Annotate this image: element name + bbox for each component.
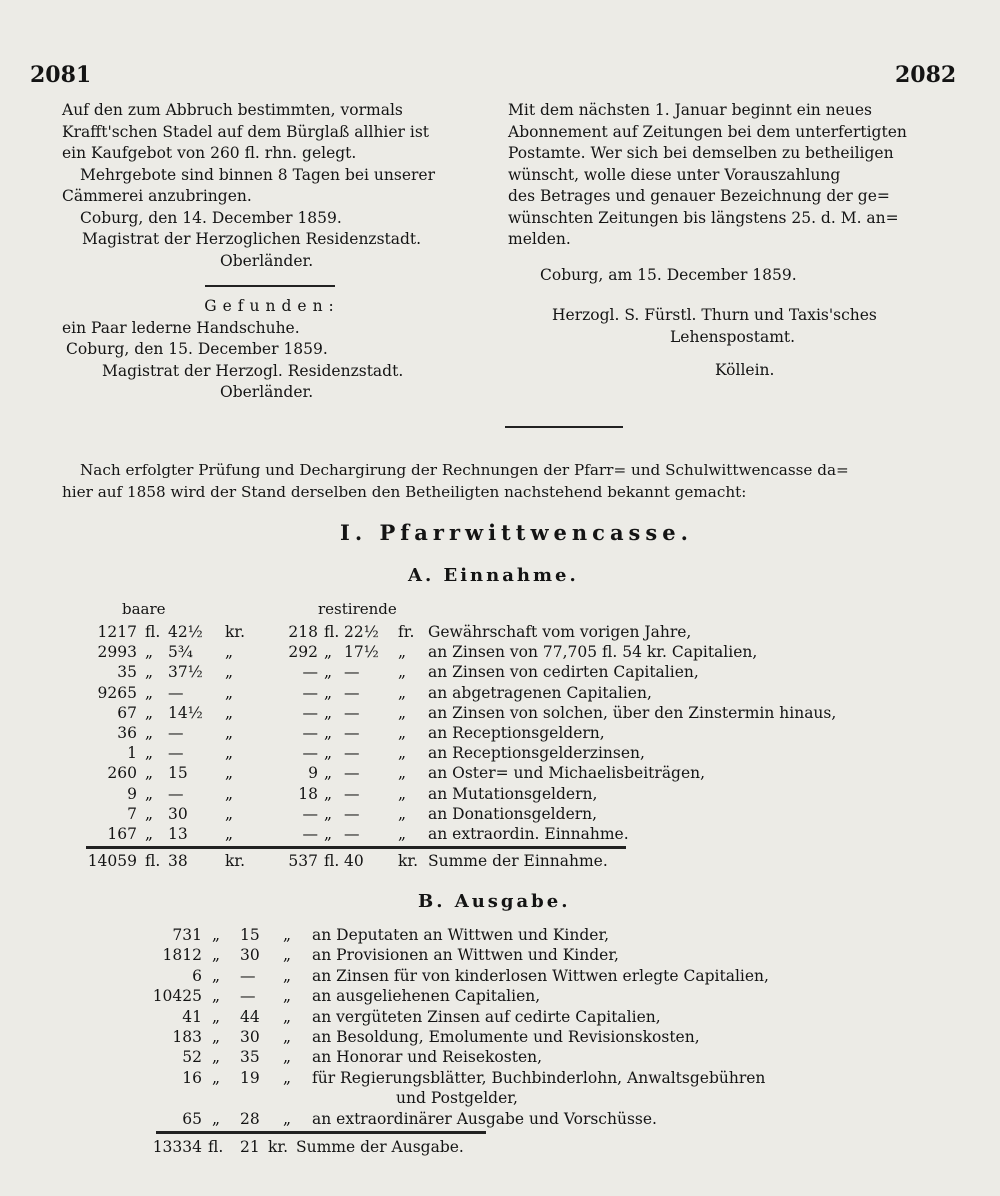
restirende-kreuzer: — [344, 703, 360, 722]
unit: „ [324, 643, 333, 662]
unit: „ [225, 683, 234, 702]
unit: fl. [145, 623, 161, 641]
unit: „ [225, 703, 234, 722]
entry-description: an Provisionen an Wittwen und Kinder, [312, 946, 619, 965]
unit: „ [398, 724, 407, 742]
einnahme-sum-rule [86, 846, 626, 849]
unit: „ [283, 1109, 292, 1128]
notice-authority: Magistrat der Herzoglichen Residenzstadt. [82, 230, 422, 248]
postoffice-signature: Köllein. [715, 361, 775, 379]
unit: „ [283, 926, 292, 944]
unit: „ [145, 804, 154, 823]
section-title: I. Pfarrwittwencasse. [340, 520, 693, 545]
entry-description: an vergüteten Zinsen auf cedirte Capitalien, [312, 1007, 661, 1026]
gulden: 1812 [162, 946, 202, 965]
entry-description: an Besoldung, Emolumente und Revisionskosten, [312, 1028, 700, 1046]
entry-description: an Zinsen für von kinderlosen Wittwen erlegte Capitalien, [312, 966, 769, 985]
entry-description: Gewährschaft vom vorigen Jahre, [428, 623, 692, 641]
unit: „ [212, 1068, 221, 1087]
notice-line: melden. [508, 230, 571, 248]
unit: „ [212, 1048, 221, 1067]
kreuzer: 15 [240, 926, 260, 944]
baare-gulden: 1 [127, 744, 137, 763]
unit: „ [324, 825, 333, 843]
entry-description: an Deputaten an Wittwen und Kinder, [312, 926, 610, 944]
unit: „ [225, 784, 234, 803]
baare-gulden: 35 [117, 663, 137, 682]
baare-kreuzer: 14½ [168, 703, 203, 722]
unit: „ [398, 764, 407, 783]
unit: „ [324, 663, 333, 682]
unit: „ [283, 946, 292, 965]
entry-description: an abgetragenen Capitalien, [428, 683, 652, 702]
unit: „ [398, 825, 407, 843]
unit: „ [283, 1007, 292, 1026]
unit: „ [212, 966, 221, 985]
entry-description: an Receptionsgelderzinsen, [428, 744, 645, 763]
unit: „ [145, 683, 154, 702]
kreuzer: 44 [240, 1007, 260, 1026]
unit: „ [212, 1007, 221, 1026]
unit: „ [225, 825, 234, 843]
gulden: 16 [182, 1068, 202, 1087]
intro-paragraph [62, 460, 962, 503]
baare-kreuzer: — [168, 784, 184, 803]
einnahme-title: A. Einnahme. [408, 565, 579, 586]
unit: „ [398, 744, 407, 763]
unit: „ [283, 1048, 292, 1067]
unit: fl. [145, 852, 161, 870]
unit: „ [324, 703, 333, 722]
unit: kr. [225, 852, 246, 870]
unit: „ [212, 1109, 221, 1128]
restirende-kreuzer: 22½ [344, 623, 379, 641]
unit: „ [225, 804, 234, 823]
notice-line: wünschten Zeitungen bis längstens 25. d. M. an= [508, 208, 899, 227]
intro-line: Nach erfolgter Prüfung und Dechargirung der Rechnungen der Pfarr= und Schulwittwencasse da= [80, 461, 849, 479]
restirende-gulden: 9 [308, 764, 318, 783]
notice-signature: Oberländer. [220, 251, 314, 270]
postoffice-notice [508, 100, 948, 251]
notice-line: Mehrgebote sind binnen 8 Tagen bei unserer [80, 165, 436, 184]
restirende-gulden: — [302, 703, 318, 722]
unit: kr. [398, 852, 419, 870]
restirende-gulden: — [302, 825, 318, 843]
baare-kreuzer: 5¾ [168, 643, 193, 662]
gulden: 41 [182, 1007, 202, 1026]
unit: „ [212, 946, 221, 965]
restirende-gulden: — [302, 724, 318, 742]
restirende-gulden: — [302, 744, 318, 763]
baare-kreuzer: 15 [168, 764, 188, 783]
notice-line: Mit dem nächsten 1. Januar beginnt ein neues [508, 101, 872, 119]
gulden: 10425 [152, 987, 202, 1006]
entry-description: an Receptionsgeldern, [428, 724, 605, 742]
baare-gulden: 14059 [87, 852, 137, 870]
gulden: 6 [192, 966, 202, 985]
unit: „ [324, 683, 333, 702]
separator-rule [205, 285, 335, 287]
unit: „ [145, 643, 154, 662]
unit: fr. [398, 623, 415, 641]
notice-line: ein Kaufgebot von 260 fl. rhn. gelegt. [62, 144, 357, 162]
baare-kreuzer: 13 [168, 825, 188, 843]
auction-notice [62, 100, 482, 272]
unit: „ [324, 744, 333, 763]
entry-description: und Postgelder, [396, 1089, 518, 1108]
unit: „ [145, 724, 154, 742]
entry-description: an Zinsen von solchen, über den Zinstermin hinaus, [428, 703, 837, 722]
unit: „ [398, 663, 407, 682]
unit: fl. [208, 1138, 224, 1156]
office-line: Lehenspostamt. [670, 327, 796, 346]
entry-description: an Zinsen von cedirten Capitalien, [428, 663, 699, 682]
restirende-kreuzer: — [344, 784, 360, 803]
unit: „ [145, 703, 154, 722]
restirende-kreuzer: — [344, 724, 360, 742]
entry-description: an Zinsen von 77,705 fl. 54 kr. Capitalien, [428, 643, 758, 662]
baare-kreuzer: — [168, 724, 184, 742]
unit: „ [145, 764, 154, 783]
restirende-kreuzer: — [344, 804, 360, 823]
notice-line: Cämmerei anzubringen. [62, 187, 252, 205]
restirende-gulden: — [302, 804, 318, 823]
kreuzer: — [240, 966, 256, 985]
restirende-gulden: — [302, 663, 318, 682]
gulden: 731 [172, 926, 202, 944]
restirende-gulden: 218 [288, 623, 318, 641]
baare-gulden: 9265 [97, 683, 137, 702]
notice-line: des Betrages und genauer Bezeichnung der ge= [508, 187, 890, 205]
unit: „ [212, 987, 221, 1006]
ausgabe-sum-rule [156, 1131, 486, 1134]
unit: „ [398, 703, 407, 722]
restirende-kreuzer: 40 [344, 852, 364, 870]
unit: „ [398, 784, 407, 803]
unit: „ [324, 724, 333, 742]
unit: fl. [324, 623, 340, 641]
notice-line: ein Paar lederne Handschuhe. [62, 318, 300, 337]
notice-signature: Oberländer. [220, 383, 314, 401]
unit: „ [283, 1068, 292, 1087]
entry-description: für Regierungsblätter, Buchbinderlohn, Anwaltsgebühren [312, 1068, 766, 1087]
restirende-gulden: 537 [288, 852, 318, 870]
unit: „ [145, 744, 154, 763]
column-header-baare: baare [122, 600, 166, 618]
restirende-kreuzer: — [344, 764, 360, 783]
unit: „ [225, 764, 234, 783]
page-number-right: 2082 [895, 62, 957, 88]
separator-rule [505, 426, 623, 428]
ausgabe-title: B. Ausgabe. [418, 891, 571, 912]
kreuzer: — [240, 987, 256, 1006]
restirende-kreuzer: 17½ [344, 643, 379, 662]
gulden: 183 [172, 1028, 202, 1046]
found-notice [62, 296, 482, 404]
kreuzer: 19 [240, 1068, 260, 1087]
entry-description: an ausgeliehenen Capitalien, [312, 987, 541, 1006]
restirende-gulden: 18 [298, 784, 318, 803]
restirende-kreuzer: — [344, 825, 360, 843]
column-header-restirende: restirende [318, 600, 397, 618]
entry-description: Summe der Einnahme. [428, 852, 608, 870]
notice-line: Krafft'schen Stadel auf dem Bürglaß allhier ist [62, 122, 430, 141]
kreuzer: 30 [240, 1028, 260, 1046]
entry-description: an extraordin. Einnahme. [428, 825, 629, 843]
unit: „ [212, 1028, 221, 1046]
baare-kreuzer: 37½ [168, 663, 203, 682]
restirende-kreuzer: — [344, 683, 360, 702]
restirende-gulden: 292 [288, 643, 318, 662]
notice-line: Postamte. Wer sich bei demselben zu betheiligen [508, 144, 894, 162]
entry-description: an Honorar und Reisekosten, [312, 1048, 543, 1067]
unit: „ [283, 987, 292, 1006]
restirende-gulden: — [302, 683, 318, 702]
unit: „ [324, 784, 333, 803]
baare-kreuzer: 42½ [168, 623, 203, 641]
unit: „ [145, 784, 154, 803]
notice-date: Coburg, den 15. December 1859. [66, 340, 328, 358]
restirende-kreuzer: — [344, 744, 360, 763]
baare-kreuzer: 38 [168, 852, 188, 870]
kreuzer: 28 [240, 1109, 260, 1128]
notice-line: Abonnement auf Zeitungen bei dem unterfertigten [508, 122, 907, 141]
unit: „ [283, 966, 292, 985]
kreuzer: 21 [240, 1138, 260, 1156]
unit: „ [398, 683, 407, 702]
baare-gulden: 260 [107, 764, 137, 783]
kreuzer: 35 [240, 1048, 260, 1067]
gulden: 65 [182, 1109, 202, 1128]
gulden: 13334 [152, 1138, 202, 1156]
baare-gulden: 7 [127, 804, 137, 823]
unit: „ [212, 926, 221, 944]
notice-date: Coburg, den 14. December 1859. [80, 208, 342, 227]
unit: kr. [268, 1138, 289, 1156]
unit: kr. [225, 623, 246, 641]
unit: „ [324, 764, 333, 783]
baare-gulden: 2993 [97, 643, 137, 662]
baare-gulden: 167 [107, 825, 137, 843]
office-line: Herzogl. S. Fürstl. Thurn und Taxis'sches [552, 306, 877, 324]
baare-kreuzer: 30 [168, 804, 188, 823]
baare-kreuzer: — [168, 744, 184, 763]
unit: „ [225, 744, 234, 763]
unit: „ [283, 1028, 292, 1046]
found-heading: Gefunden: [204, 297, 340, 315]
entry-description: an Mutationsgeldern, [428, 784, 598, 803]
baare-gulden: 9 [127, 784, 137, 803]
notice-line: Auf den zum Abbruch bestimmten, vormals [62, 101, 403, 119]
postoffice-office [552, 305, 952, 348]
notice-authority: Magistrat der Herzogl. Residenzstadt. [102, 361, 404, 380]
entry-description: an extraordinärer Ausgabe und Vorschüsse. [312, 1109, 657, 1128]
baare-kreuzer: — [168, 683, 184, 702]
unit: „ [145, 825, 154, 843]
unit: „ [225, 663, 234, 682]
unit: „ [398, 804, 407, 823]
entry-description: an Donationsgeldern, [428, 804, 598, 823]
unit: „ [145, 663, 154, 682]
unit: „ [225, 724, 234, 742]
entry-description: an Oster= und Michaelisbeiträgen, [428, 764, 706, 783]
gulden: 52 [182, 1048, 202, 1067]
intro-line: hier auf 1858 wird der Stand derselben den Betheiligten nachstehend bekannt gemacht: [62, 482, 747, 501]
kreuzer: 30 [240, 946, 260, 965]
unit: „ [398, 643, 407, 662]
baare-gulden: 67 [117, 703, 137, 722]
unit: fl. [324, 852, 340, 870]
restirende-kreuzer: — [344, 663, 360, 682]
entry-description: Summe der Ausgabe. [296, 1138, 464, 1156]
unit: „ [225, 643, 234, 662]
baare-gulden: 36 [117, 724, 137, 742]
postoffice-date: Coburg, am 15. December 1859. [540, 266, 797, 284]
page-number-left: 2081 [30, 62, 92, 88]
notice-line: wünscht, wolle diese unter Vorauszahlung [508, 165, 841, 184]
unit: „ [324, 804, 333, 823]
baare-gulden: 1217 [97, 623, 137, 641]
